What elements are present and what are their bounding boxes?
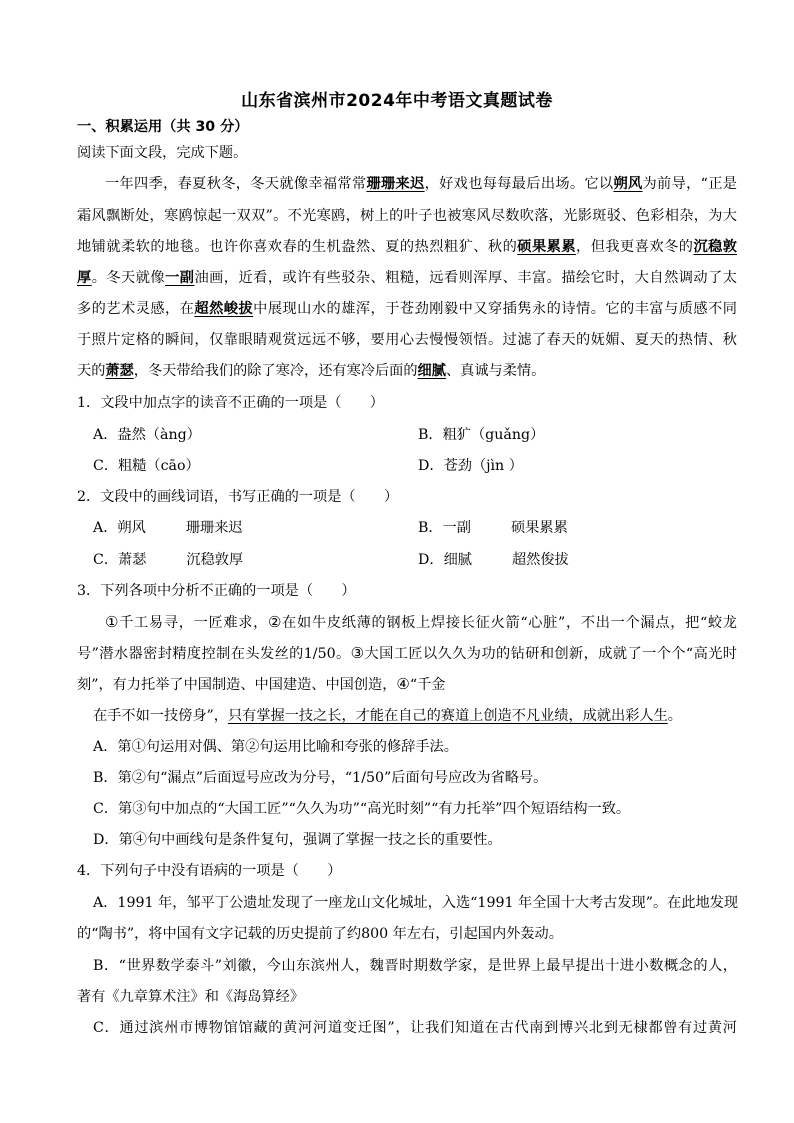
question-3-stem: 3．下列各项中分析不正确的一项是（ ） [77, 583, 356, 599]
q3-option-b: B．第②句“漏点”后面逗号应改为分号，“1/50”后面句号应改为省略号。 [93, 770, 548, 786]
q2-option-b: B．一副 硕果累累 [418, 520, 568, 536]
q4-option-a-cont: 的“陶书”，将中国有文字记载的历史提前了约800 年左右，引起国内外轰动。 [77, 926, 563, 942]
question-2-stem: 2．文段中的画线词语，书写正确的一项是（ ） [77, 489, 399, 505]
q1-option-b: B．粗犷（guǎng） [418, 427, 545, 443]
q2-option-c: C．萧瑟 沉稳敦厚 [93, 552, 244, 568]
q3-material-line: 号”潜水器密封精度控制在头发丝的1/50。③大国工匠以久久为功的钻研和创新，成就了一个个“高光时 [77, 644, 737, 662]
q1-option-a: A．盎然（àng） [93, 427, 201, 443]
underlined-sentence: 只有掌握一技之长，才能在自己的赛道上创造不凡业绩，成就出彩人生 [227, 708, 668, 724]
passage-line: 一年四季，春夏秋冬，冬天就像幸福常常珊珊来迟，好戏也每每最后出场。它以朔风为前导，“正是 [105, 176, 737, 192]
underlined-word: 一副 [165, 270, 195, 286]
q3-material-line: 刻”，有力托举了中国制造、中国建造、中国创造，④“千金 [77, 675, 446, 693]
passage-line: 地铺就柔软的地毯。也许你喜欢春的生机盎然、夏的热烈粗犷、秋的硕果累累，但我更喜欢冬的沉稳敦 [77, 239, 737, 255]
underlined-word: 超然峻拔 [194, 301, 254, 317]
q2-option-a: A．朔风 珊珊来迟 [93, 520, 243, 536]
q3-option-a: A．第①句运用对偶、第②句运用比喻和夸张的修辞手法。 [93, 739, 458, 755]
question-1-stem: 1．文段中加点字的读音不正确的一项是（ ） [77, 395, 384, 411]
section-intro: 阅读下面文段，完成下题。 [77, 145, 248, 161]
q4-option-c: C．通过滨州市博物馆馆藏的黄河河道变迁图”，让我们知道在古代南到博兴北到无棣都曾有过黄河 [93, 1020, 737, 1036]
section-heading: 一、积累运用（共 30 分） [77, 119, 249, 135]
q3-option-d: D．第④句中画线句是条件复句，强调了掌握一技之长的重要性。 [93, 832, 502, 848]
q4-option-a: A．1991 年，邹平丁公遗址发现了一座龙山文化城址，入选“1991 年全国十大考古发现”。在此地发现 [93, 895, 739, 911]
underlined-word: 厚 [77, 270, 92, 286]
passage-line: 多的艺术灵感，在超然峻拔中展现山水的雄浑，于苍劲刚毅中又穿插隽永的诗情。它的丰富与质感不同 [77, 301, 737, 317]
q4-option-b-cont: 著有《九章算术注》和《海岛算经》 [77, 989, 305, 1005]
passage-line: 天的萧瑟，冬天带给我们的除了寒冷，还有寒冷后面的细腻、真诚与柔情。 [77, 363, 546, 379]
q4-option-b: B．“世界数学泰斗”刘徽，今山东滨州人，魏晋时期数学家，是世界上最早提出十进小数概念的人， [93, 958, 737, 974]
passage-line: 厚。冬天就像一副油画，近看，或许有些驳杂、粗糙，远看则浑厚、丰富。描绘它时，大自然调动了太 [77, 270, 737, 286]
page-title: 山东省滨州市2024年中考语文真题试卷 [241, 91, 553, 111]
underlined-word: 朔风 [613, 176, 643, 192]
underlined-word: 硕果累累 [517, 239, 577, 255]
underlined-word: 沉稳敦 [693, 239, 737, 255]
q2-option-d: D．细腻 超然俊拔 [418, 552, 569, 568]
underlined-word: 珊珊来迟 [366, 176, 425, 192]
passage-line: 霜风飘断处，寒鸥惊起一双双”。不光寒鸥，树上的叶子也被寒风尽数吹落，光影斑驳、色彩相杂，为大 [77, 208, 737, 224]
q3-material-line: ①千工易寻，一匠难求，②在如牛皮纸薄的钢板上焊接长征火箭“心脏”，不出一个漏点，把“蛟龙 [105, 613, 737, 631]
underlined-word: 萧瑟 [105, 363, 134, 379]
q1-option-d: D．苍劲（jìn ） [418, 458, 523, 474]
question-4-stem: 4．下列句子中没有语病的一项是（ ） [77, 863, 342, 879]
passage-line: 于照片定格的瞬间，仅靠眼睛观赏远远不够，要用心去慢慢领悟。过滤了春天的妩媚、夏天的热情、秋 [77, 332, 737, 348]
q3-material-line: 在手不如一技傍身”，只有掌握一技之长，才能在自己的赛道上创造不凡业绩，成就出彩人生。 [93, 708, 682, 724]
q1-option-c: C．粗糙（cāo） [93, 458, 200, 474]
q3-option-c: C．第③句中加点的“大国工匠”“久久为功”“高光时刻”“有力托举”四个短语结构一致。 [93, 801, 631, 817]
underlined-word: 细腻 [417, 363, 446, 379]
